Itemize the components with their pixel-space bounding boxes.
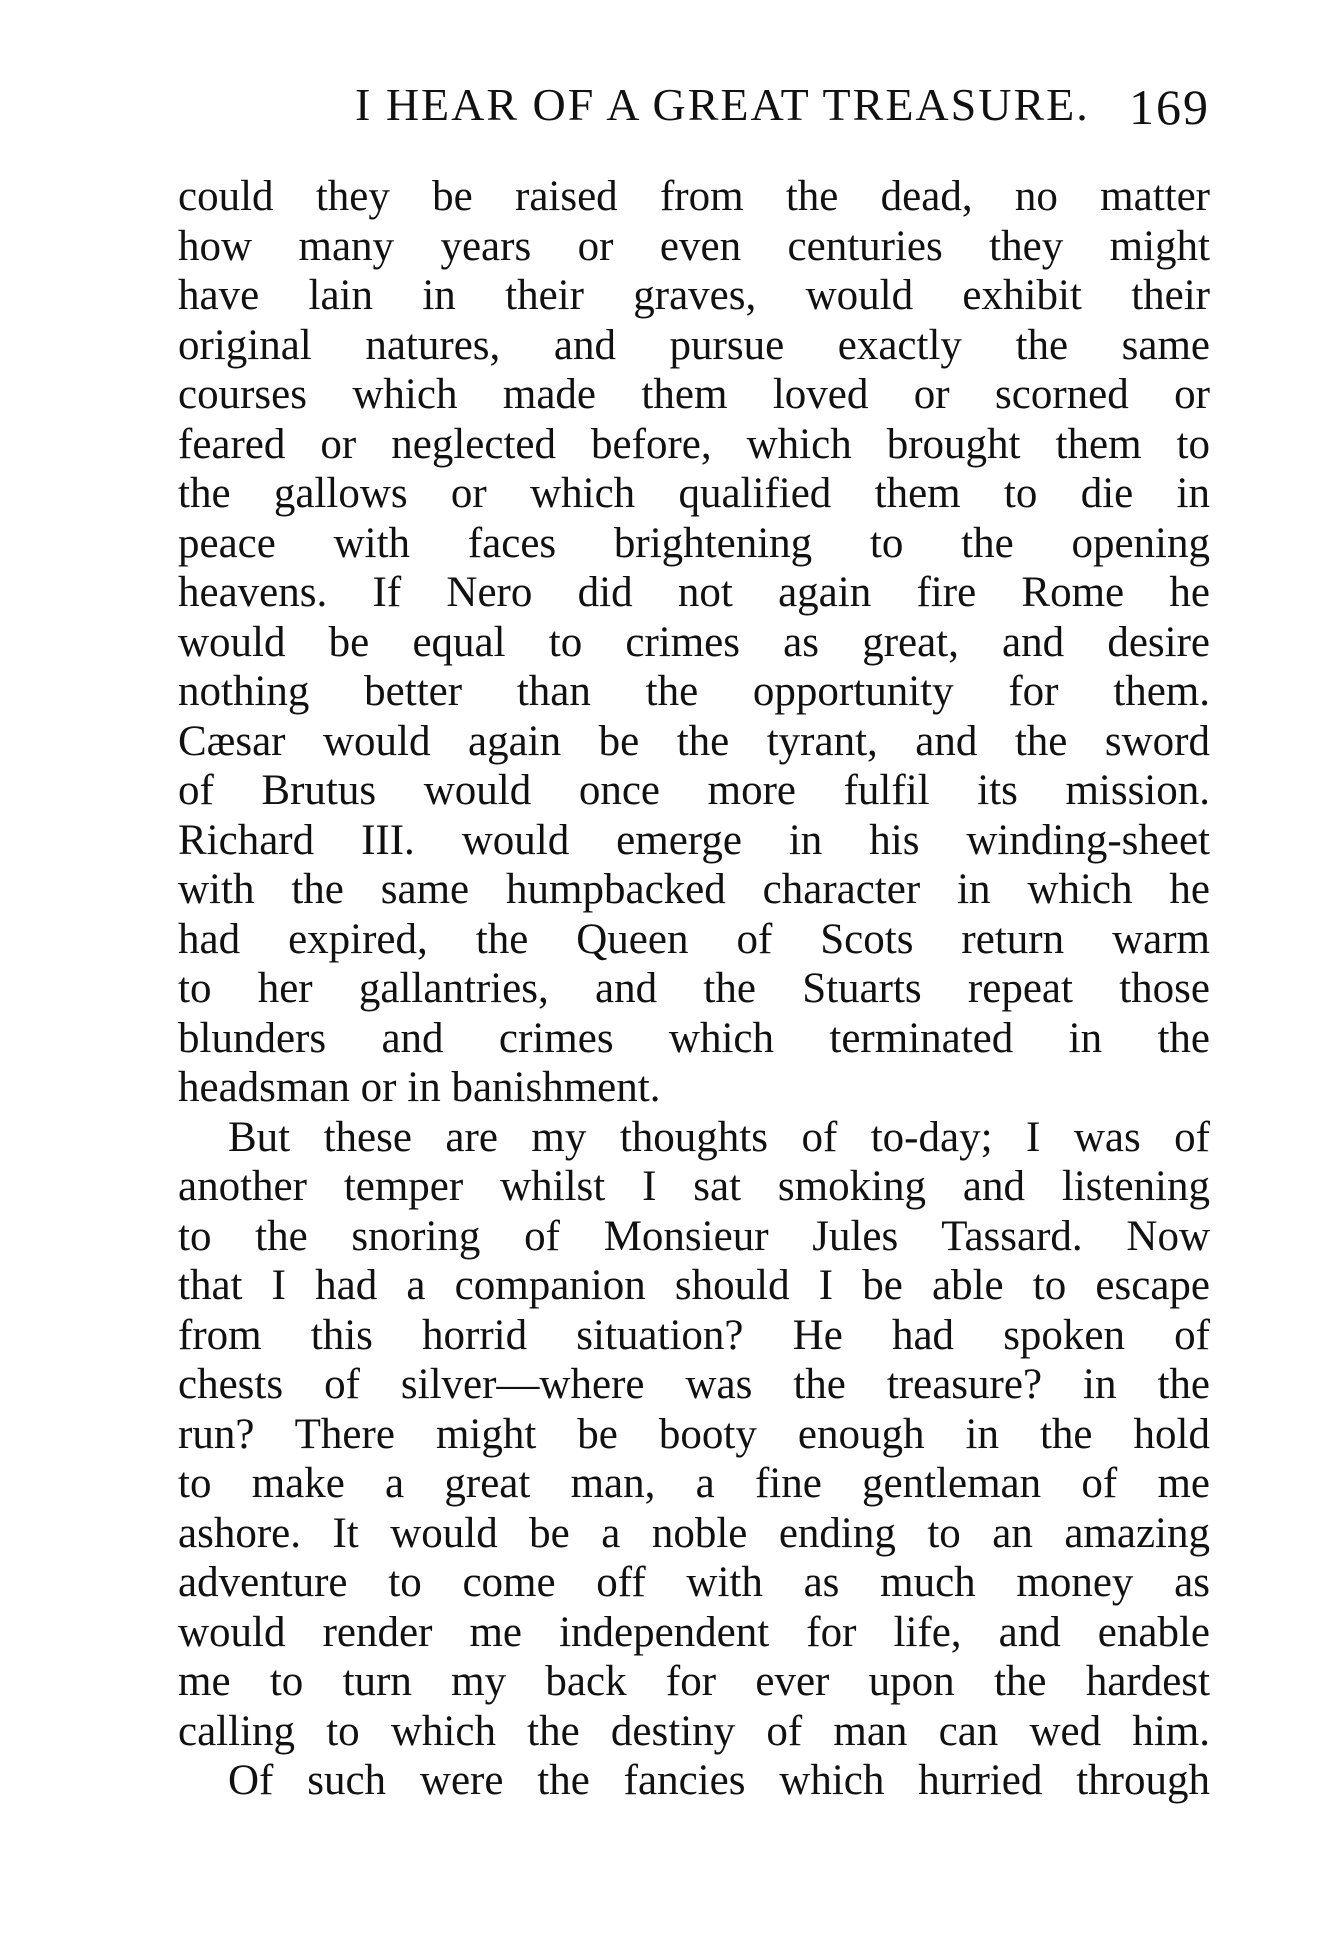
- text-line: headsman or in banishment.: [178, 1064, 661, 1111]
- text-line: had expired, the Queen of Scots return warm: [178, 915, 1210, 963]
- text-line: the gallows or which qualified them to die in: [178, 470, 1210, 517]
- text-line: would be equal to crimes as great, and desire: [178, 618, 1210, 666]
- text-line: have lain in their graves, would exhibit their: [178, 272, 1210, 319]
- text-line: would render me independent for life, and enable: [178, 1608, 1210, 1656]
- page-number: 169: [1129, 79, 1210, 135]
- text-line: adventure to come off with as much money as: [178, 1559, 1210, 1606]
- running-head: [355, 78, 1210, 138]
- text-line: of Brutus would once more fulfil its mission.: [178, 767, 1210, 814]
- paragraph-start-line: But these are my thoughts of to-day; I was of: [228, 1113, 1210, 1161]
- text-line: chests of silver—where was the treasure? in the: [178, 1361, 1210, 1408]
- text-line: with the same humpbacked character in which he: [178, 866, 1210, 913]
- text-line: blunders and crimes which terminated in the: [178, 1014, 1210, 1062]
- text-line: to her gallantries, and the Stuarts repeat those: [178, 965, 1210, 1012]
- text-line: could they be raised from the dead, no matter: [178, 173, 1210, 220]
- text-line: Richard III. would emerge in his winding-sheet: [178, 816, 1210, 864]
- text-line: another temper whilst I sat smoking and listening: [178, 1163, 1210, 1210]
- chapter-title: I HEAR OF A GREAT TREASURE.: [355, 79, 1090, 130]
- text-line: original natures, and pursue exactly the same: [178, 321, 1210, 369]
- text-line: calling to which the destiny of man can wed him.: [178, 1707, 1210, 1755]
- text-line: from this horrid situation? He had spoken of: [178, 1311, 1210, 1359]
- text-line: heavens. If Nero did not again fire Rome he: [178, 569, 1210, 616]
- text-line: how many years or even centuries they might: [178, 222, 1210, 270]
- text-line: ashore. It would be a noble ending to an amazing: [178, 1509, 1210, 1557]
- text-line: me to turn my back for ever upon the hardest: [178, 1658, 1210, 1705]
- text-line: to make a great man, a fine gentleman of me: [178, 1460, 1210, 1507]
- paragraph-start-line: Of such were the fancies which hurried through: [228, 1757, 1210, 1804]
- text-line: that I had a companion should I be able to escape: [178, 1262, 1210, 1309]
- text-line: peace with faces brightening to the opening: [178, 519, 1210, 567]
- text-line: Cæsar would again be the tyrant, and the sword: [178, 717, 1210, 765]
- text-line: nothing better than the opportunity for them.: [178, 668, 1210, 715]
- text-line: to the snoring of Monsieur Jules Tassard. Now: [178, 1212, 1210, 1260]
- body-text: [178, 172, 1210, 1806]
- text-line: feared or neglected before, which brought them to: [178, 420, 1210, 468]
- text-line: courses which made them loved or scorned or: [178, 371, 1210, 418]
- text-line: run? There might be booty enough in the hold: [178, 1410, 1210, 1458]
